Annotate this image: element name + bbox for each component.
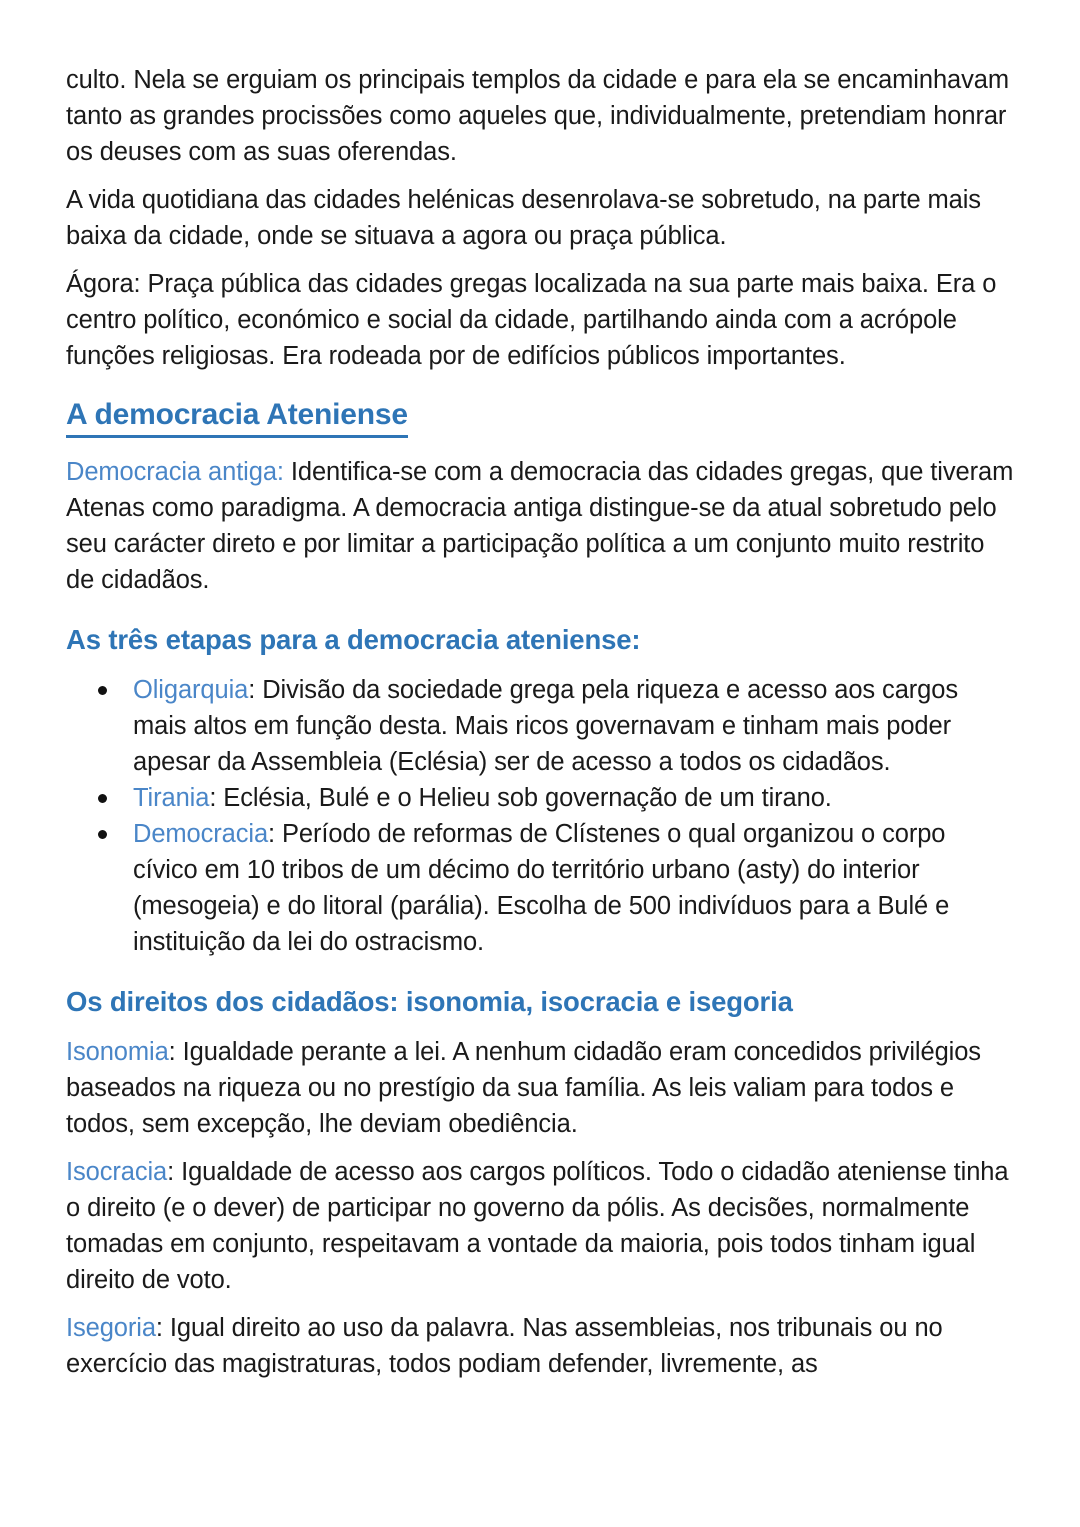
definition-democracia: : Período de reformas de Clístenes o qual organizou o corpo cívico em 10 tribos de um décimo do território urbano (asty) do interior (mesogeia) e do litoral (parália). Escolha de 500 indivíduos para a Bulé e instituição da lei do ostracismo. [133,820,950,956]
term-tirania: Tirania [133,784,210,812]
bullet-icon [98,830,107,839]
definition-isegoria: : Igual direito ao uso da palavra. Nas assembleias, nos tribunais ou no exercício das magistraturas, todos podiam defender, livremente, as [66,1314,943,1378]
term-democracia: Democracia [133,820,269,848]
definition-oligarquia: : Divisão da sociedade grega pela riqueza e acesso aos cargos mais altos em função desta. Mais ricos governavam e tinham mais poder apesar da Assembleia (Eclésia) ser de acesso a todos os cidadãos. [133,676,958,776]
paragraph-agora: Ágora: Praça pública das cidades gregas localizada na sua parte mais baixa. Era o centro político, económico e social da cidade, partilhando ainda com a acrópole funções religiosas. Era rodeada por de edifícios públicos importantes. [66,270,997,370]
section-heading-text: A democracia Ateniense [66,396,408,438]
subsection-heading-etapas: As três etapas para a democracia ateniense: [66,624,641,655]
definition-isocracia: : Igualdade de acesso aos cargos políticos. Todo o cidadão ateniense tinha o direito (e o dever) de participar no governo da pólis. As decisões, normalmente tomadas em conjunto, respeitavam a vontade da maioria, pois todos tinham igual direito de voto. [66,1158,1009,1294]
bullet-icon [98,686,107,695]
paragraph-vida-quotidiana: A vida quotidiana das cidades helénicas desenrolava-se sobretudo, na parte mais baixa da cidade, onde se situava a agora ou praça pública. [66,186,981,250]
paragraph-isonomia [66,1034,1014,1142]
term-isegoria: Isegoria [66,1314,156,1342]
paragraph-culto: culto. Nela se erguiam os principais templos da cidade e para ela se encaminhavam tanto as grandes procissões como aqueles que, individualmente, pretendiam honrar os deuses com as suas oferendas. [66,66,1009,166]
subsection-heading-direitos: Os direitos dos cidadãos: isonomia, isocracia e isegoria [66,986,793,1017]
document-body [66,62,1014,1382]
definition-tirania: : Eclésia, Bulé e o Helieu sob governação de um tirano. [209,784,832,812]
section-heading-democracia-ateniense [66,396,1014,438]
list-etapas [66,672,1014,960]
bullet-icon [98,794,107,803]
list-item [66,816,1014,960]
term-isonomia: Isonomia [66,1038,169,1066]
list-item [66,780,1014,816]
definition-democracia-antiga: Identifica-se com a democracia das cidades gregas, que tiveram Atenas como paradigma. A democracia antiga distingue-se da atual sobretudo pelo seu carácter direto e por limitar a participação política a um conjunto muito restrito de cidadãos. [66,458,1014,594]
paragraph-isegoria [66,1310,1014,1382]
definition-isonomia: : Igualdade perante a lei. A nenhum cidadão eram concedidos privilégios baseados na riqueza ou no prestígio da sua família. As leis valiam para todos e todos, sem excepção, lhe deviam obediência. [66,1038,981,1138]
term-oligarquia: Oligarquia [133,676,249,704]
term-isocracia: Isocracia [66,1158,168,1186]
paragraph-democracia-antiga [66,454,1014,598]
list-item [66,672,1014,780]
paragraph-isocracia [66,1154,1014,1298]
term-democracia-antiga: Democracia antiga: [66,458,284,486]
